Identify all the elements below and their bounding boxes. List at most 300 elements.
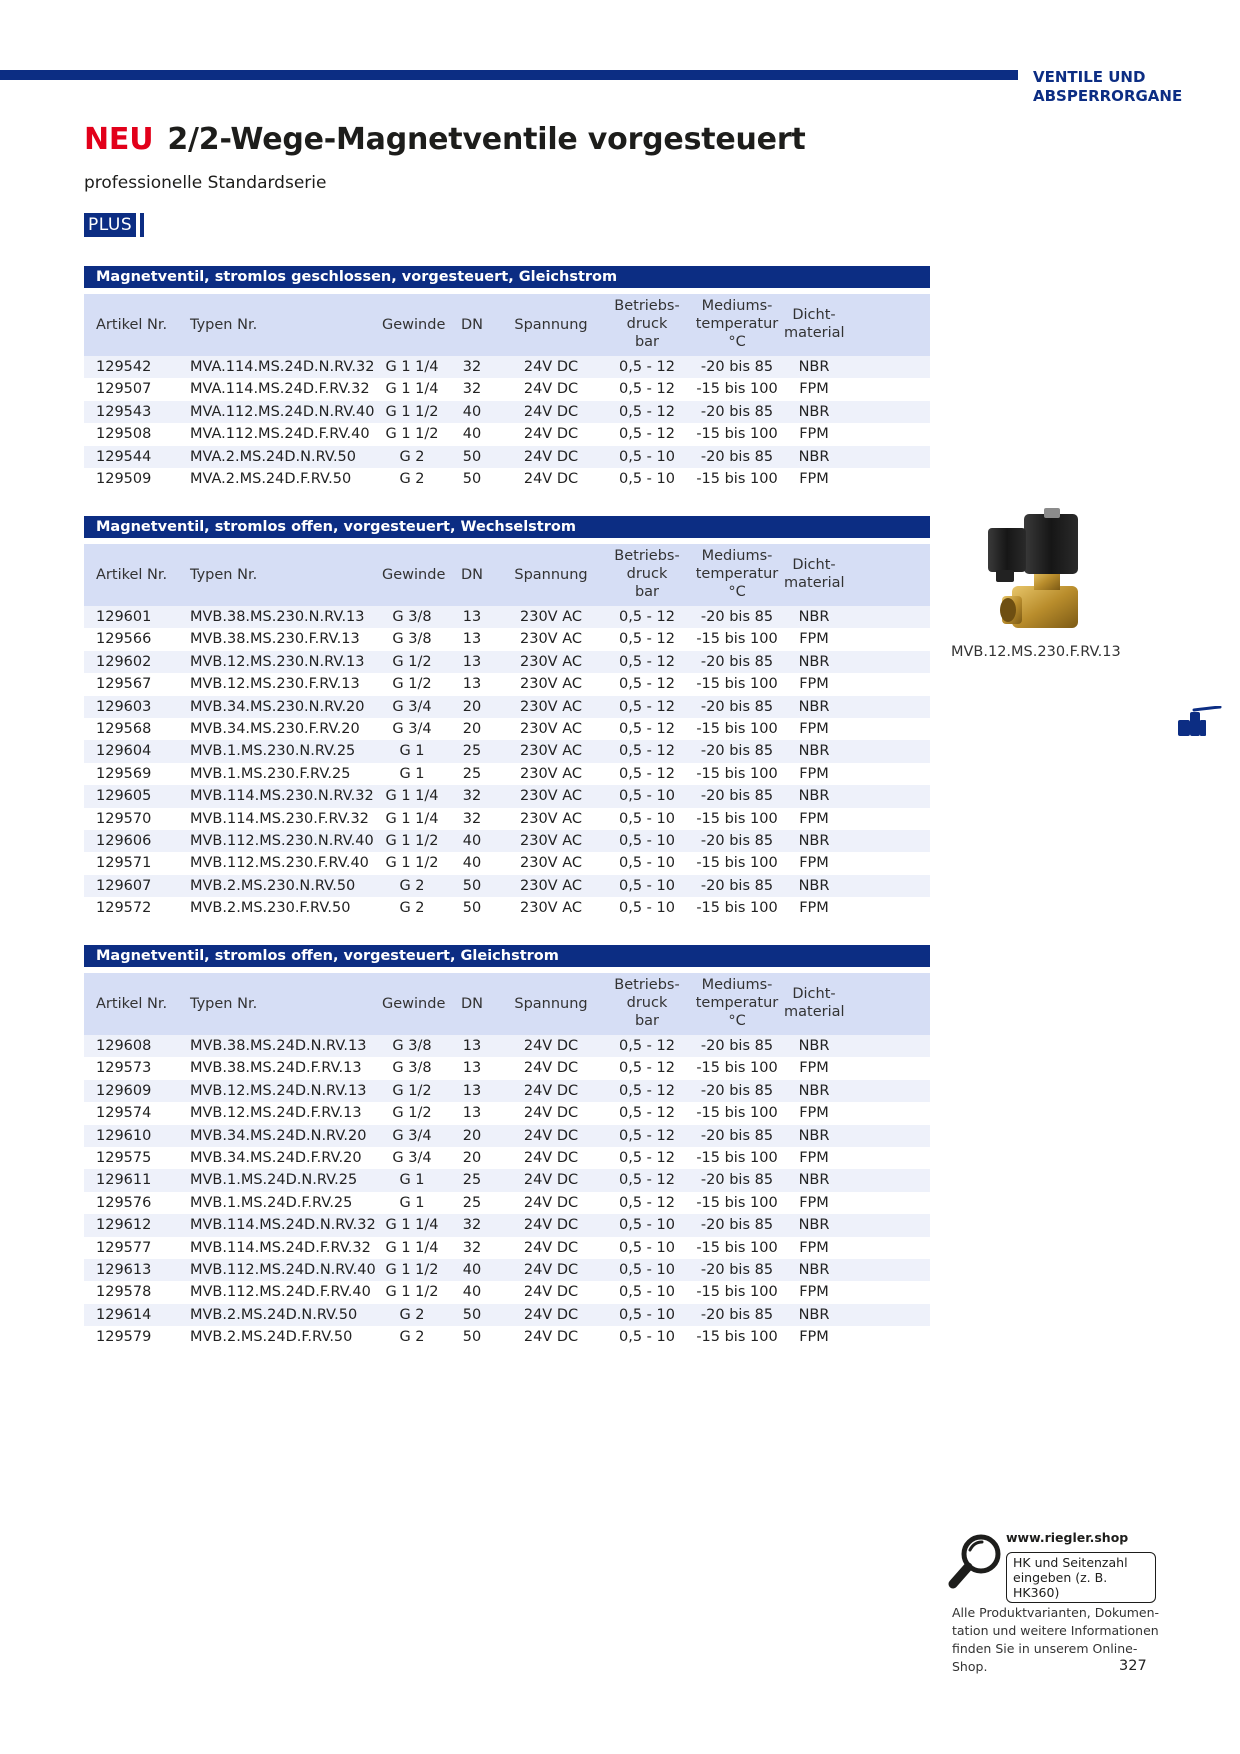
header-mediumstemperatur-line: temperatur — [695, 316, 779, 332]
header-mediumstemperatur-line: temperatur — [695, 995, 779, 1011]
dichtmaterial-cell: FPM — [799, 720, 829, 737]
dichtmaterial-cell: NBR — [798, 1261, 830, 1278]
artikel-nr-cell: 129568 — [96, 720, 152, 737]
dichtmaterial-cell: NBR — [798, 832, 830, 849]
druck-cell: 0,5 - 12 — [619, 765, 675, 782]
spannung-cell: 24V DC — [523, 1194, 579, 1211]
spannung-cell: 24V DC — [523, 1217, 579, 1234]
dn-cell: 13 — [462, 1105, 482, 1122]
solenoid-valve-icon — [982, 508, 1092, 638]
header-spannung — [506, 566, 596, 584]
header-gewinde-line: Gewinde — [382, 567, 446, 583]
spannung-cell: 230V AC — [520, 743, 582, 760]
temperatur-cell: -20 bis 85 — [700, 743, 774, 760]
druck-cell: 0,5 - 12 — [619, 676, 675, 693]
typen-nr-cell: MVA.2.MS.24D.F.RV.50 — [190, 470, 352, 487]
temperatur-cell: -20 bis 85 — [700, 1261, 774, 1278]
spannung-cell: 230V AC — [520, 832, 582, 849]
druck-cell: 0,5 - 12 — [619, 359, 675, 375]
header-mediumstemperatur-line: Mediums- — [701, 977, 773, 993]
dn-cell: 25 — [462, 1172, 482, 1189]
table-row — [84, 468, 930, 490]
gewinde-cell: G 1/2 — [392, 1105, 432, 1122]
gewinde-cell: G 2 — [399, 877, 425, 894]
gewinde-cell: G 1 1/4 — [385, 810, 439, 827]
shop-search-hint — [1006, 1552, 1156, 1603]
dn-cell: 40 — [462, 403, 482, 420]
typen-nr-cell: MVB.34.MS.230.N.RV.20 — [190, 698, 365, 715]
temperatur-cell: -15 bis 100 — [696, 1060, 778, 1077]
druck-cell: 0,5 - 12 — [619, 1194, 675, 1211]
dn-cell: 32 — [462, 1239, 482, 1256]
magnifier-icon — [948, 1532, 1004, 1590]
table-row — [84, 1192, 930, 1214]
dn-cell: 25 — [462, 1194, 482, 1211]
typen-nr-cell: MVB.112.MS.230.F.RV.40 — [190, 855, 369, 872]
header-mediumstemperatur-line: °C — [728, 584, 746, 600]
header-betriebsdruck — [602, 547, 692, 601]
dichtmaterial-cell: NBR — [798, 403, 830, 420]
temperatur-cell: -20 bis 85 — [700, 832, 774, 849]
page-title-text: 2/2-Wege-Magnetventile vorgesteuert — [167, 122, 806, 157]
table-row — [84, 628, 930, 650]
header-dichtmaterial-line: Dicht- — [792, 557, 836, 573]
dichtmaterial-cell: FPM — [799, 1060, 829, 1077]
gewinde-cell: G 1 1/4 — [385, 788, 439, 805]
gewinde-cell: G 1 1/2 — [385, 1284, 439, 1301]
section-title: Magnetventil, stromlos geschlossen, vorgesteuert, Gleichstrom — [84, 266, 930, 288]
dichtmaterial-cell: NBR — [798, 609, 830, 625]
table-row — [84, 1169, 930, 1191]
typen-nr-cell: MVB.2.MS.230.F.RV.50 — [190, 900, 351, 917]
typen-nr-cell: MVB.114.MS.24D.F.RV.32 — [190, 1239, 371, 1256]
druck-cell: 0,5 - 10 — [619, 1217, 675, 1234]
temperatur-cell: -20 bis 85 — [700, 359, 774, 375]
artikel-nr-cell: 129507 — [96, 381, 152, 398]
header-mediumstemperatur-line: temperatur — [695, 566, 779, 582]
typen-nr-cell: MVB.1.MS.230.F.RV.25 — [190, 765, 351, 782]
dichtmaterial-cell: FPM — [799, 381, 829, 398]
header-mediumstemperatur-line: °C — [728, 334, 746, 350]
gewinde-cell: G 3/4 — [392, 1149, 432, 1166]
header-typen-nr — [190, 316, 257, 334]
dn-cell: 20 — [462, 720, 482, 737]
shop-hint-line-2: eingeben (z. B. HK360) — [1013, 1570, 1108, 1600]
header-gewinde — [382, 316, 446, 334]
shop-hint-line-1: HK und Seitenzahl — [1013, 1555, 1128, 1570]
header-dichtmaterial — [784, 306, 844, 342]
druck-cell: 0,5 - 10 — [619, 1284, 675, 1301]
artikel-nr-cell: 129609 — [96, 1082, 152, 1099]
dichtmaterial-cell: FPM — [799, 1329, 829, 1346]
druck-cell: 0,5 - 12 — [619, 403, 675, 420]
druck-cell: 0,5 - 10 — [619, 877, 675, 894]
header-betriebsdruck-line: druck — [626, 566, 668, 582]
druck-cell: 0,5 - 10 — [619, 900, 675, 917]
shop-note-line-2: tation und weitere Informationen — [952, 1623, 1159, 1638]
header-betriebsdruck-line: Betriebs- — [614, 298, 680, 314]
gewinde-cell: G 3/8 — [392, 1060, 432, 1077]
gewinde-cell: G 1 — [399, 743, 425, 760]
spannung-cell: 24V DC — [523, 381, 579, 398]
dichtmaterial-cell: FPM — [799, 1239, 829, 1256]
typen-nr-cell: MVB.12.MS.24D.N.RV.13 — [190, 1082, 367, 1099]
spannung-cell: 24V DC — [523, 1082, 579, 1099]
dn-cell: 13 — [462, 631, 482, 648]
product-table-section — [84, 945, 930, 1348]
artikel-nr-cell: 129569 — [96, 765, 152, 782]
table-row — [84, 718, 930, 740]
artikel-nr-cell: 129542 — [96, 359, 152, 375]
temperatur-cell: -20 bis 85 — [700, 403, 774, 420]
dichtmaterial-cell: NBR — [798, 1172, 830, 1189]
top-brand-bar — [0, 70, 1018, 80]
artikel-nr-cell: 129613 — [96, 1261, 152, 1278]
dichtmaterial-cell: NBR — [798, 877, 830, 894]
category-line-2: ABSPERRORGANE — [1033, 87, 1183, 105]
temperatur-cell: -15 bis 100 — [696, 720, 778, 737]
dn-cell: 40 — [462, 426, 482, 443]
dn-cell: 32 — [462, 788, 482, 805]
spannung-cell: 24V DC — [523, 359, 579, 375]
gewinde-cell: G 1/2 — [392, 1082, 432, 1099]
dn-cell: 40 — [462, 855, 482, 872]
spannung-cell: 230V AC — [520, 765, 582, 782]
page-title — [84, 122, 806, 157]
temperatur-cell: -15 bis 100 — [696, 1105, 778, 1122]
spannung-cell: 230V AC — [520, 720, 582, 737]
header-dichtmaterial — [784, 556, 844, 592]
header-spannung-line: Spannung — [514, 996, 588, 1012]
dichtmaterial-cell: FPM — [799, 810, 829, 827]
shop-url[interactable]: www.riegler.shop — [1006, 1530, 1129, 1545]
gewinde-cell: G 1/2 — [392, 653, 432, 670]
dn-cell: 13 — [462, 1038, 482, 1054]
table-row — [84, 401, 930, 423]
product-image-caption: MVB.12.MS.230.F.RV.13 — [951, 644, 1121, 660]
artikel-nr-cell: 129611 — [96, 1172, 152, 1189]
section-title: Magnetventil, stromlos offen, vorgesteuert, Gleichstrom — [84, 945, 930, 967]
table-row — [84, 808, 930, 830]
temperatur-cell: -20 bis 85 — [700, 1127, 774, 1144]
spannung-cell: 230V AC — [520, 609, 582, 625]
dichtmaterial-cell: FPM — [799, 470, 829, 487]
table-header — [84, 294, 930, 356]
dichtmaterial-cell: FPM — [799, 1105, 829, 1122]
gewinde-cell: G 3/8 — [392, 631, 432, 648]
typen-nr-cell: MVB.38.MS.230.N.RV.13 — [190, 609, 365, 625]
table-row — [84, 378, 930, 400]
typen-nr-cell: MVB.34.MS.24D.N.RV.20 — [190, 1127, 367, 1144]
dn-cell: 32 — [462, 810, 482, 827]
spannung-cell: 230V AC — [520, 855, 582, 872]
temperatur-cell: -20 bis 85 — [700, 788, 774, 805]
artikel-nr-cell: 129606 — [96, 832, 152, 849]
spannung-cell: 230V AC — [520, 698, 582, 715]
gewinde-cell: G 3/4 — [392, 698, 432, 715]
temperatur-cell: -15 bis 100 — [696, 426, 778, 443]
typen-nr-cell: MVB.114.MS.24D.N.RV.32 — [190, 1217, 376, 1234]
page-number: 327 — [1119, 1658, 1147, 1674]
table-header — [84, 544, 930, 606]
druck-cell: 0,5 - 12 — [619, 1172, 675, 1189]
table-body — [84, 1035, 930, 1348]
table-header — [84, 973, 930, 1035]
header-typen-nr — [190, 566, 257, 584]
dn-cell: 50 — [462, 470, 482, 487]
dn-cell: 20 — [462, 1149, 482, 1166]
spannung-cell: 24V DC — [523, 1284, 579, 1301]
header-spannung-line: Spannung — [514, 567, 588, 583]
druck-cell: 0,5 - 12 — [619, 609, 675, 625]
spannung-cell: 24V DC — [523, 1239, 579, 1256]
druck-cell: 0,5 - 12 — [619, 720, 675, 737]
typen-nr-cell: MVB.114.MS.230.N.RV.32 — [190, 788, 374, 805]
spannung-cell: 24V DC — [523, 470, 579, 487]
artikel-nr-cell: 129576 — [96, 1194, 152, 1211]
header-mediumstemperatur-line: Mediums- — [701, 548, 773, 564]
typen-nr-cell: MVB.12.MS.230.N.RV.13 — [190, 653, 365, 670]
header-gewinde-line: Gewinde — [382, 317, 446, 333]
header-mediumstemperatur — [682, 297, 792, 351]
artikel-nr-cell: 129543 — [96, 403, 152, 420]
temperatur-cell: -15 bis 100 — [696, 631, 778, 648]
header-artikel-nr — [96, 316, 167, 334]
header-dichtmaterial — [784, 985, 844, 1021]
dn-cell: 32 — [462, 359, 482, 375]
table-row — [84, 1259, 930, 1281]
dichtmaterial-cell: FPM — [799, 765, 829, 782]
gewinde-cell: G 2 — [399, 1329, 425, 1346]
header-dn-line: DN — [460, 317, 483, 333]
gewinde-cell: G 3/8 — [392, 609, 432, 625]
dn-cell: 13 — [462, 676, 482, 693]
spannung-cell: 24V DC — [523, 1306, 579, 1323]
druck-cell: 0,5 - 12 — [619, 698, 675, 715]
plus-badge — [84, 213, 144, 237]
dichtmaterial-cell: NBR — [798, 1217, 830, 1234]
table-row — [84, 1080, 930, 1102]
spannung-cell: 24V DC — [523, 1060, 579, 1077]
header-spannung — [506, 316, 596, 334]
gewinde-cell: G 3/4 — [392, 1127, 432, 1144]
header-mediumstemperatur-line: °C — [728, 1013, 746, 1029]
table-row — [84, 785, 930, 807]
table-row — [84, 1147, 930, 1169]
spannung-cell: 24V DC — [523, 1172, 579, 1189]
temperatur-cell: -15 bis 100 — [696, 1284, 778, 1301]
typen-nr-cell: MVB.34.MS.230.F.RV.20 — [190, 720, 360, 737]
header-betriebsdruck-line: Betriebs- — [614, 977, 680, 993]
druck-cell: 0,5 - 10 — [619, 810, 675, 827]
typen-nr-cell: MVA.114.MS.24D.N.RV.32 — [190, 359, 375, 375]
new-badge: NEU — [84, 122, 154, 157]
table-row — [84, 673, 930, 695]
druck-cell: 0,5 - 12 — [619, 1038, 675, 1054]
table-row — [84, 1125, 930, 1147]
shop-note-line-3: finden Sie in unserem Online-Shop. — [952, 1641, 1138, 1674]
gewinde-cell: G 1/2 — [392, 676, 432, 693]
gewinde-cell: G 1 1/2 — [385, 426, 439, 443]
artikel-nr-cell: 129603 — [96, 698, 152, 715]
gewinde-cell: G 1 — [399, 765, 425, 782]
header-gewinde — [382, 566, 446, 584]
dn-cell: 50 — [462, 1329, 482, 1346]
header-betriebsdruck-line: bar — [634, 1013, 660, 1029]
temperatur-cell: -15 bis 100 — [696, 1149, 778, 1166]
gewinde-cell: G 1 1/4 — [385, 381, 439, 398]
typen-nr-cell: MVB.112.MS.24D.F.RV.40 — [190, 1284, 371, 1301]
gewinde-cell: G 2 — [399, 900, 425, 917]
header-mediumstemperatur — [682, 547, 792, 601]
typen-nr-cell: MVB.34.MS.24D.F.RV.20 — [190, 1149, 362, 1166]
typen-nr-cell: MVB.114.MS.230.F.RV.32 — [190, 810, 369, 827]
dn-cell: 40 — [462, 1261, 482, 1278]
artikel-nr-cell: 129570 — [96, 810, 152, 827]
temperatur-cell: -20 bis 85 — [700, 698, 774, 715]
page-subtitle: professionelle Standardserie — [84, 173, 327, 193]
dichtmaterial-cell: NBR — [798, 698, 830, 715]
header-dn — [454, 566, 490, 584]
spannung-cell: 230V AC — [520, 788, 582, 805]
header-artikel-nr — [96, 995, 167, 1013]
header-dichtmaterial-line: material — [784, 325, 845, 341]
table-row — [84, 446, 930, 468]
table-row — [84, 651, 930, 673]
gewinde-cell: G 1 1/4 — [385, 1239, 439, 1256]
gewinde-cell: G 1 — [399, 1172, 425, 1189]
temperatur-cell: -20 bis 85 — [700, 1082, 774, 1099]
header-artikel-nr — [96, 566, 167, 584]
spannung-cell: 24V DC — [523, 426, 579, 443]
gewinde-cell: G 1 — [399, 1194, 425, 1211]
header-betriebsdruck — [602, 976, 692, 1030]
spannung-cell: 24V DC — [523, 1105, 579, 1122]
temperatur-cell: -15 bis 100 — [696, 381, 778, 398]
header-gewinde — [382, 995, 446, 1013]
temperatur-cell: -15 bis 100 — [696, 676, 778, 693]
spannung-cell: 230V AC — [520, 631, 582, 648]
table-body — [84, 606, 930, 919]
typen-nr-cell: MVB.12.MS.24D.F.RV.13 — [190, 1105, 362, 1122]
spannung-cell: 230V AC — [520, 810, 582, 827]
dichtmaterial-cell: FPM — [799, 900, 829, 917]
artikel-nr-cell: 129571 — [96, 855, 152, 872]
artikel-nr-cell: 129612 — [96, 1217, 152, 1234]
spannung-cell: 24V DC — [523, 403, 579, 420]
artikel-nr-cell: 129572 — [96, 900, 152, 917]
gewinde-cell: G 1 1/4 — [385, 1217, 439, 1234]
gewinde-cell: G 3/4 — [392, 720, 432, 737]
artikel-nr-cell: 129607 — [96, 877, 152, 894]
typen-nr-cell: MVB.2.MS.24D.F.RV.50 — [190, 1329, 353, 1346]
artikel-nr-cell: 129509 — [96, 470, 152, 487]
dichtmaterial-cell: NBR — [798, 359, 830, 375]
dichtmaterial-cell: FPM — [799, 1194, 829, 1211]
dichtmaterial-cell: NBR — [798, 1038, 830, 1054]
table-row — [84, 1057, 930, 1079]
typen-nr-cell: MVB.38.MS.24D.F.RV.13 — [190, 1060, 362, 1077]
typen-nr-cell: MVB.1.MS.24D.N.RV.25 — [190, 1172, 358, 1189]
header-artikel-nr-line: Artikel Nr. — [96, 317, 168, 333]
dn-cell: 25 — [462, 765, 482, 782]
druck-cell: 0,5 - 10 — [619, 1261, 675, 1278]
gewinde-cell: G 2 — [399, 1306, 425, 1323]
header-dichtmaterial-line: material — [784, 1004, 845, 1020]
header-dn — [454, 316, 490, 334]
typen-nr-cell: MVB.2.MS.24D.N.RV.50 — [190, 1306, 358, 1323]
dichtmaterial-cell: NBR — [798, 788, 830, 805]
dichtmaterial-cell: FPM — [799, 426, 829, 443]
header-betriebsdruck-line: bar — [634, 584, 660, 600]
temperatur-cell: -20 bis 85 — [700, 448, 774, 465]
gewinde-cell: G 3/8 — [392, 1038, 432, 1054]
temperatur-cell: -20 bis 85 — [700, 877, 774, 894]
dn-cell: 13 — [462, 1060, 482, 1077]
temperatur-cell: -20 bis 85 — [700, 1306, 774, 1323]
druck-cell: 0,5 - 12 — [619, 1127, 675, 1144]
spannung-cell: 24V DC — [523, 1149, 579, 1166]
spannung-cell: 24V DC — [523, 1038, 579, 1054]
header-dichtmaterial-line: material — [784, 575, 845, 591]
gewinde-cell: G 1 1/2 — [385, 832, 439, 849]
plus-badge-bar — [140, 213, 144, 237]
druck-cell: 0,5 - 12 — [619, 1082, 675, 1099]
temperatur-cell: -15 bis 100 — [696, 900, 778, 917]
druck-cell: 0,5 - 10 — [619, 448, 675, 465]
artikel-nr-cell: 129574 — [96, 1105, 152, 1122]
temperatur-cell: -20 bis 85 — [700, 1038, 774, 1054]
temperatur-cell: -15 bis 100 — [696, 765, 778, 782]
dn-cell: 32 — [462, 381, 482, 398]
header-mediumstemperatur-line: Mediums- — [701, 298, 773, 314]
table-row — [84, 423, 930, 445]
druck-cell: 0,5 - 10 — [619, 832, 675, 849]
dn-cell: 50 — [462, 877, 482, 894]
artikel-nr-cell: 129578 — [96, 1284, 152, 1301]
druck-cell: 0,5 - 10 — [619, 1306, 675, 1323]
table-row — [84, 1102, 930, 1124]
druck-cell: 0,5 - 10 — [619, 1329, 675, 1346]
spannung-cell: 230V AC — [520, 676, 582, 693]
table-row — [84, 696, 930, 718]
dn-cell: 32 — [462, 1217, 482, 1234]
table-row — [84, 606, 930, 628]
dn-cell: 13 — [462, 609, 482, 625]
dichtmaterial-cell: NBR — [798, 653, 830, 670]
table-row — [84, 763, 930, 785]
druck-cell: 0,5 - 12 — [619, 426, 675, 443]
dn-cell: 40 — [462, 1284, 482, 1301]
table-row — [84, 1326, 930, 1348]
gewinde-cell: G 1 1/2 — [385, 403, 439, 420]
gewinde-cell: G 1 1/2 — [385, 1261, 439, 1278]
druck-cell: 0,5 - 10 — [619, 470, 675, 487]
artikel-nr-cell: 129610 — [96, 1127, 152, 1144]
table-row — [84, 1035, 930, 1057]
artikel-nr-cell: 129573 — [96, 1060, 152, 1077]
category-label — [1033, 68, 1182, 106]
header-dichtmaterial-line: Dicht- — [792, 307, 836, 323]
dichtmaterial-cell: NBR — [798, 1127, 830, 1144]
header-dn-line: DN — [460, 996, 483, 1012]
dichtmaterial-cell: NBR — [798, 1306, 830, 1323]
druck-cell: 0,5 - 12 — [619, 381, 675, 398]
gewinde-cell: G 1 1/4 — [385, 359, 439, 375]
header-betriebsdruck-line: druck — [626, 995, 668, 1011]
typen-nr-cell: MVB.1.MS.24D.F.RV.25 — [190, 1194, 353, 1211]
temperatur-cell: -20 bis 85 — [700, 609, 774, 625]
